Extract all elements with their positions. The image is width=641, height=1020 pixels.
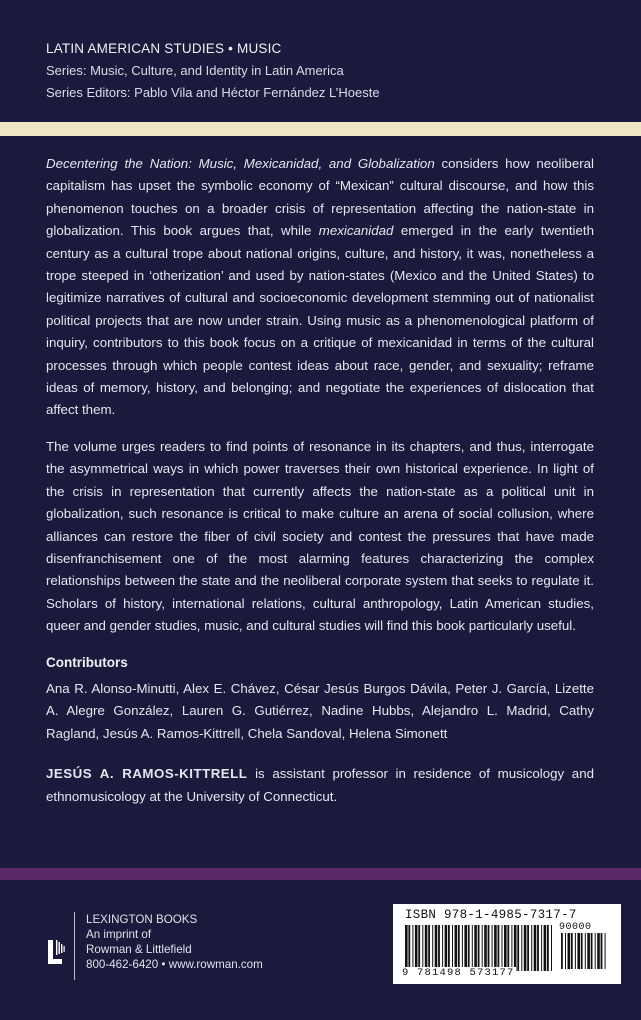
barcode-bar — [531, 925, 532, 971]
barcode-bar — [438, 925, 440, 971]
barcode-bar — [568, 933, 571, 969]
barcode-bar — [514, 925, 517, 971]
series-header — [46, 38, 611, 104]
barcode-bar — [478, 925, 480, 971]
description-p1-part-b: emerged in the early twentieth century as a cultural trope about national origins, culture, and history, it was, nonetheless a trope steeped in ‘otherization’ and used by nation-states (Mexico and the United States) to legitimize narratives of cultural and socioeconomic development stemming out of nationalist political projects that are now under strain. Using music as a phenomenological platform of inquiry, contributors to this book focus on a critique of mexicanidad in terms of the cultural processes through which people contest ideas about race, gender, and sexuality; reframe ideas of memory, history, and belonging; and negotiate the experiences of dislocation that affect them. — [46, 223, 594, 418]
barcode-bar — [472, 925, 473, 971]
barcode-bar — [575, 933, 576, 969]
series-name: Series: Music, Culture, and Identity in Latin America — [46, 63, 344, 78]
barcode-ean-number: 9 781498 573177 — [402, 967, 515, 979]
barcode-bar — [474, 925, 477, 971]
barcode-bar — [415, 925, 418, 971]
barcode-bar — [448, 925, 450, 971]
barcode-bar — [455, 925, 458, 971]
barcode-bar — [504, 925, 507, 971]
barcode-bar — [511, 925, 512, 971]
contributors-list: Ana R. Alonso-Minutti, Alex E. Chávez, César Jesús Burgos Dávila, Peter J. García, Lizette A. Alegre González, Lauren G. Gutiérrez, Nadine Hubbs, Alejandro L. Madrid, Cathy Ragland, Jesús A. Ramos-Kittrell, Chela Sandoval, Helena Simonett — [46, 680, 594, 741]
barcode-bar — [484, 925, 487, 971]
barcode-bar — [601, 933, 603, 969]
barcode-bar — [587, 933, 590, 969]
barcode-bar — [561, 933, 563, 969]
description-paragraph-1 — [46, 153, 594, 422]
description-p1-part-a: considers how neoliberal capitalism has upset the symbolic economy of “Mexican” cultural discourse, and how this phenomenon touches on a broader crisis of representation affecting the nation-state in globalization. This book argues that, while — [46, 156, 594, 239]
purple-divider-band — [0, 868, 641, 880]
author-bio — [46, 763, 594, 808]
barcode-bar — [488, 925, 490, 971]
cream-divider-band — [0, 122, 641, 136]
publisher-divider — [74, 912, 75, 980]
mexicanidad-term: mexicanidad — [318, 223, 394, 239]
barcode-bar — [458, 925, 460, 971]
lexington-logo-icon — [46, 918, 66, 974]
barcode-bar — [517, 925, 519, 971]
barcode-bar — [428, 925, 430, 971]
contributors-heading: Contributors — [46, 654, 128, 670]
barcode-bar — [605, 933, 606, 969]
barcode-bar — [482, 925, 483, 971]
barcode-bar — [422, 925, 423, 971]
barcode-bar — [521, 925, 522, 971]
barcode-bar — [571, 933, 573, 969]
series-editors: Series Editors: Pablo Vila and Héctor Fernández L’Hoeste — [46, 85, 380, 100]
barcode-bar — [494, 925, 497, 971]
barcode-bar — [442, 925, 443, 971]
barcode-bar — [432, 925, 433, 971]
publisher-contact: 800-462-6420 • www.rowman.com — [86, 958, 263, 971]
description-paragraph-2: The volume urges readers to find points of resonance in its chapters, and thus, interrogate the asymmetrical ways in which power traverses their own historical experience. In light of the crisis in representation that currently affects the nation-state as a political unit in globalization, such resonance is critical to make culture an arena of social collusion, where alliances can restore the fiber of civil society and contest the pressures that have made disenfranchisement one of the most alarming features characterizing the complex relationships between the state and the neoliberal corporate system that seeks to regulate it. Scholars of history, international relations, cultural anthropology, Latin American studies, queer and gender studies, music, and cultural studies will find this book particularly useful. — [46, 438, 594, 634]
barcode-bar — [412, 925, 413, 971]
barcode-bar — [524, 925, 527, 971]
author-bio-text: is assistant professor in residence of musicology and ethnomusicology at the University of Connecticut. — [46, 766, 594, 804]
barcode-bar — [445, 925, 448, 971]
barcode-bar — [462, 925, 463, 971]
publisher-imprint-1: An imprint of — [86, 928, 152, 941]
barcode-bars-icon — [405, 925, 555, 971]
barcode-bar — [547, 925, 549, 971]
isbn-barcode — [393, 904, 621, 984]
barcode-bar — [425, 925, 428, 971]
barcode-bar — [595, 933, 596, 969]
barcode-bar — [502, 925, 503, 971]
barcode-bar — [551, 925, 552, 971]
barcode-bar — [581, 933, 583, 969]
author-name: JESÚS A. RAMOS-KITTRELL — [46, 766, 248, 782]
barcode-bar — [435, 925, 438, 971]
barcode-bar — [597, 933, 600, 969]
barcode-bar — [537, 925, 539, 971]
barcode-bar — [565, 933, 566, 969]
back-cover-copy — [46, 153, 594, 808]
barcode-addon-bars-icon — [561, 933, 609, 969]
barcode-bar — [492, 925, 493, 971]
barcode-bar — [507, 925, 509, 971]
barcode-bar — [498, 925, 500, 971]
barcode-bar — [591, 933, 593, 969]
barcode-bar — [577, 933, 580, 969]
barcode-bar — [527, 925, 529, 971]
barcode-bar — [418, 925, 420, 971]
barcode-bar — [534, 925, 537, 971]
barcode-bar — [464, 925, 467, 971]
barcode-bar — [544, 925, 547, 971]
publisher-imprint-2: Rowman & Littlefield — [86, 943, 192, 956]
barcode-bar — [541, 925, 542, 971]
publisher-text — [86, 912, 263, 972]
barcode-bar — [468, 925, 470, 971]
subject-category: LATIN AMERICAN STUDIES • MUSIC — [46, 41, 282, 56]
publisher-name: LEXINGTON BOOKS — [86, 913, 198, 926]
barcode-bar — [585, 933, 586, 969]
barcode-bar — [405, 925, 408, 971]
isbn-number: ISBN 978-1-4985-7317-7 — [405, 908, 577, 922]
barcode-bar — [408, 925, 410, 971]
barcode-bar — [452, 925, 453, 971]
barcode-addon-number: 90000 — [559, 922, 592, 933]
book-title: Decentering the Nation: Music, Mexicanidad, and Globalization — [46, 156, 435, 171]
